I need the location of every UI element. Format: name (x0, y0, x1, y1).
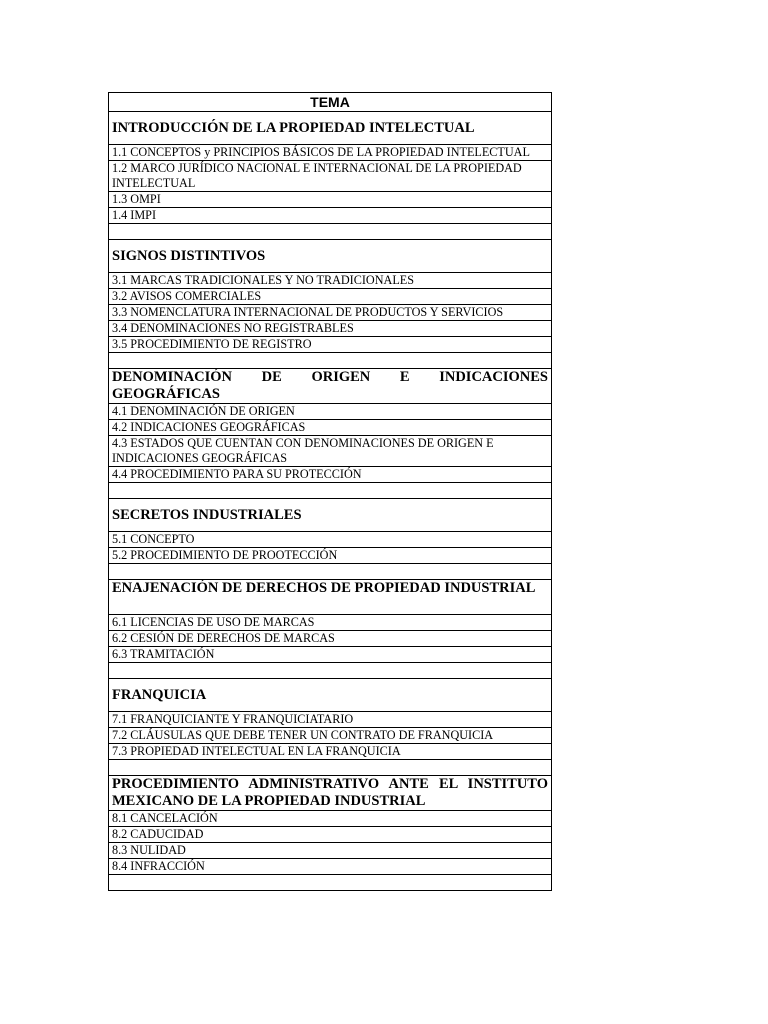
table-row (109, 436, 552, 467)
table-row (109, 859, 552, 875)
topic-item: 7.1 FRANQUICIANTE Y FRANQUICIATARIO (109, 712, 552, 728)
table-row (109, 843, 552, 859)
section-heading-row (109, 679, 552, 712)
spacer-row (109, 483, 552, 499)
empty-cell (109, 353, 552, 369)
topic-item: 4.4 PROCEDIMIENTO PARA SU PROTECCIÓN (109, 467, 552, 483)
table-row (109, 273, 552, 289)
topic-item: 1.3 OMPI (109, 192, 552, 208)
topic-item: 3.3 NOMENCLATURA INTERNACIONAL DE PRODUCTOS Y SERVICIOS (109, 305, 552, 321)
table-row (109, 145, 552, 161)
table-row (109, 192, 552, 208)
empty-cell (109, 564, 552, 580)
topic-item: 5.2 PROCEDIMIENTO DE PROOTECCIÓN (109, 548, 552, 564)
topic-item: 3.2 AVISOS COMERCIALES (109, 289, 552, 305)
topic-item: 7.3 PROPIEDAD INTELECTUAL EN LA FRANQUICIA (109, 744, 552, 760)
topic-item: 4.3 ESTADOS QUE CUENTAN CON DENOMINACIONES DE ORIGEN E INDICACIONES GEOGRÁFICAS (109, 436, 552, 467)
section-heading: FRANQUICIA (109, 679, 552, 712)
table-row (109, 744, 552, 760)
topic-item: 4.1 DENOMINACIÓN DE ORIGEN (109, 404, 552, 420)
empty-cell (109, 224, 552, 240)
topic-item: 8.3 NULIDAD (109, 843, 552, 859)
section-heading: DENOMINACIÓN DE ORIGEN E INDICACIONES GEOGRÁFICAS (109, 369, 552, 404)
table-row (109, 404, 552, 420)
topic-item: 6.1 LICENCIAS DE USO DE MARCAS (109, 615, 552, 631)
table-row (109, 305, 552, 321)
section-heading-row (109, 499, 552, 532)
table-row (109, 647, 552, 663)
table-header-row (109, 93, 552, 112)
spacer-row (109, 224, 552, 240)
spacer-row (109, 760, 552, 776)
section-heading: PROCEDIMIENTO ADMINISTRATIVO ANTE EL INSTITUTO MEXICANO DE LA PROPIEDAD INDUSTRIAL (109, 776, 552, 811)
table-row (109, 728, 552, 744)
table-header-tema: TEMA (109, 93, 552, 112)
section-heading: SECRETOS INDUSTRIALES (109, 499, 552, 532)
section-heading-row (109, 369, 552, 404)
topic-item: 7.2 CLÁUSULAS QUE DEBE TENER UN CONTRATO DE FRANQUICIA (109, 728, 552, 744)
topic-item: 3.4 DENOMINACIONES NO REGISTRABLES (109, 321, 552, 337)
section-heading: SIGNOS DISTINTIVOS (109, 240, 552, 273)
table-row (109, 467, 552, 483)
topic-item: 3.5 PROCEDIMIENTO DE REGISTRO (109, 337, 552, 353)
section-heading: INTRODUCCIÓN DE LA PROPIEDAD INTELECTUAL (109, 112, 552, 145)
table-row (109, 827, 552, 843)
spacer-row (109, 353, 552, 369)
table-row (109, 161, 552, 192)
section-heading-row (109, 580, 552, 615)
table-row (109, 289, 552, 305)
topic-item: 1.4 IMPI (109, 208, 552, 224)
section-heading-row (109, 240, 552, 273)
empty-cell (109, 663, 552, 679)
table-row (109, 337, 552, 353)
table-row (109, 321, 552, 337)
topics-table (108, 92, 552, 891)
spacer-row (109, 663, 552, 679)
table-row (109, 631, 552, 647)
topic-item: 4.2 INDICACIONES GEOGRÁFICAS (109, 420, 552, 436)
table-row (109, 548, 552, 564)
topic-item: 1.1 CONCEPTOS y PRINCIPIOS BÁSICOS DE LA PROPIEDAD INTELECTUAL (109, 145, 552, 161)
topic-item: 3.1 MARCAS TRADICIONALES Y NO TRADICIONALES (109, 273, 552, 289)
empty-cell (109, 875, 552, 891)
topic-item: 6.3 TRAMITACIÓN (109, 647, 552, 663)
table-row (109, 208, 552, 224)
table-row (109, 811, 552, 827)
empty-cell (109, 483, 552, 499)
section-heading: ENAJENACIÓN DE DERECHOS DE PROPIEDAD INDUSTRIAL (109, 580, 552, 615)
empty-cell (109, 760, 552, 776)
topic-item: 1.2 MARCO JURÍDICO NACIONAL E INTERNACIONAL DE LA PROPIEDAD INTELECTUAL (109, 161, 552, 192)
table-row (109, 615, 552, 631)
topic-item: 5.1 CONCEPTO (109, 532, 552, 548)
section-heading-row (109, 112, 552, 145)
table-row (109, 420, 552, 436)
section-heading-row (109, 776, 552, 811)
table-row (109, 532, 552, 548)
topic-item: 8.2 CADUCIDAD (109, 827, 552, 843)
spacer-row (109, 564, 552, 580)
topic-item: 8.4 INFRACCIÓN (109, 859, 552, 875)
table-row (109, 712, 552, 728)
topic-item: 8.1 CANCELACIÓN (109, 811, 552, 827)
topic-item: 6.2 CESIÓN DE DERECHOS DE MARCAS (109, 631, 552, 647)
spacer-row (109, 875, 552, 891)
